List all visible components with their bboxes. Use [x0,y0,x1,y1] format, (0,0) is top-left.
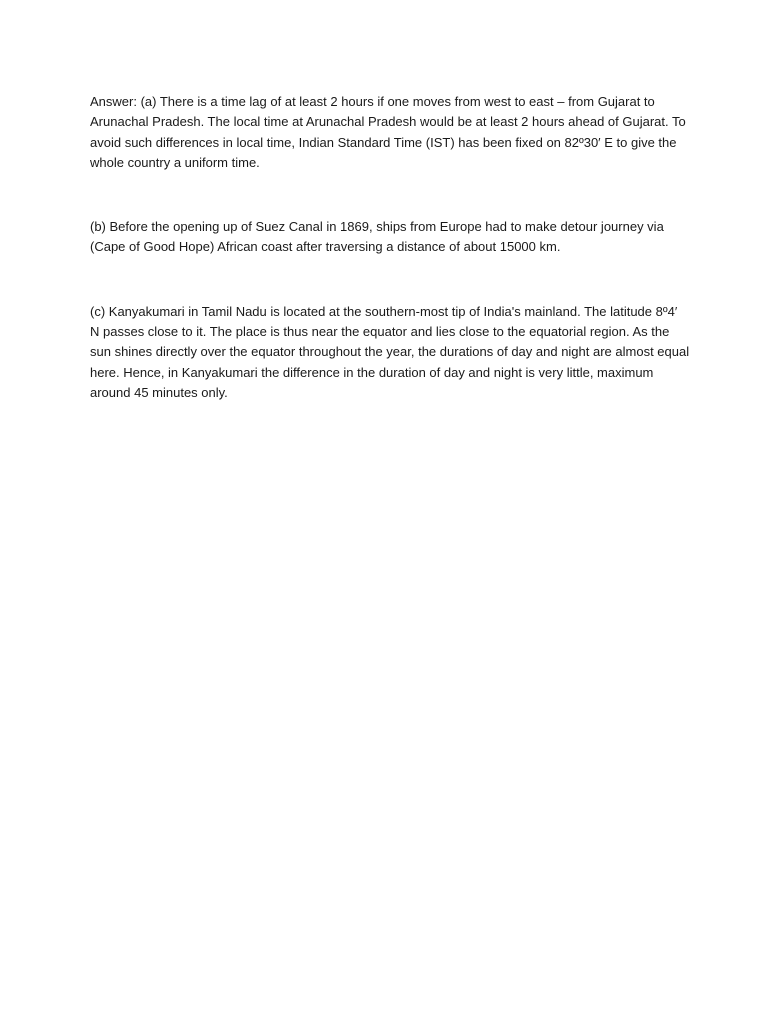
answer-paragraph-a: Answer: (a) There is a time lag of at least 2 hours if one moves from west to east – from Gujarat to Arunachal Pradesh. The local time at Arunachal Pradesh would be at least 2 hours ahead of Gujarat. To avoid such differences in local time, Indian Standard Time (IST) has been fixed on 82º30′ E to give the whole country a uniform time. [90,94,686,170]
answer-paragraph-c: (c) Kanyakumari in Tamil Nadu is located at the southern-most tip of India's mainland. The latitude 8º4′ N passes close to it. The place is thus near the equator and lies close to the equatorial region. As the sun shines directly over the equator throughout the year, the durations of day and night are almost equal here. Hence, in Kanyakumari the difference in the duration of day and night is very little, maximum around 45 minutes only. [90,303,690,400]
document-page [90,92,690,403]
answer-paragraph-b: (b) Before the opening up of Suez Canal in 1869, ships from Europe had to make detour journey via (Cape of Good Hope) African coast after traversing a distance of about 15000 km. [90,219,664,255]
